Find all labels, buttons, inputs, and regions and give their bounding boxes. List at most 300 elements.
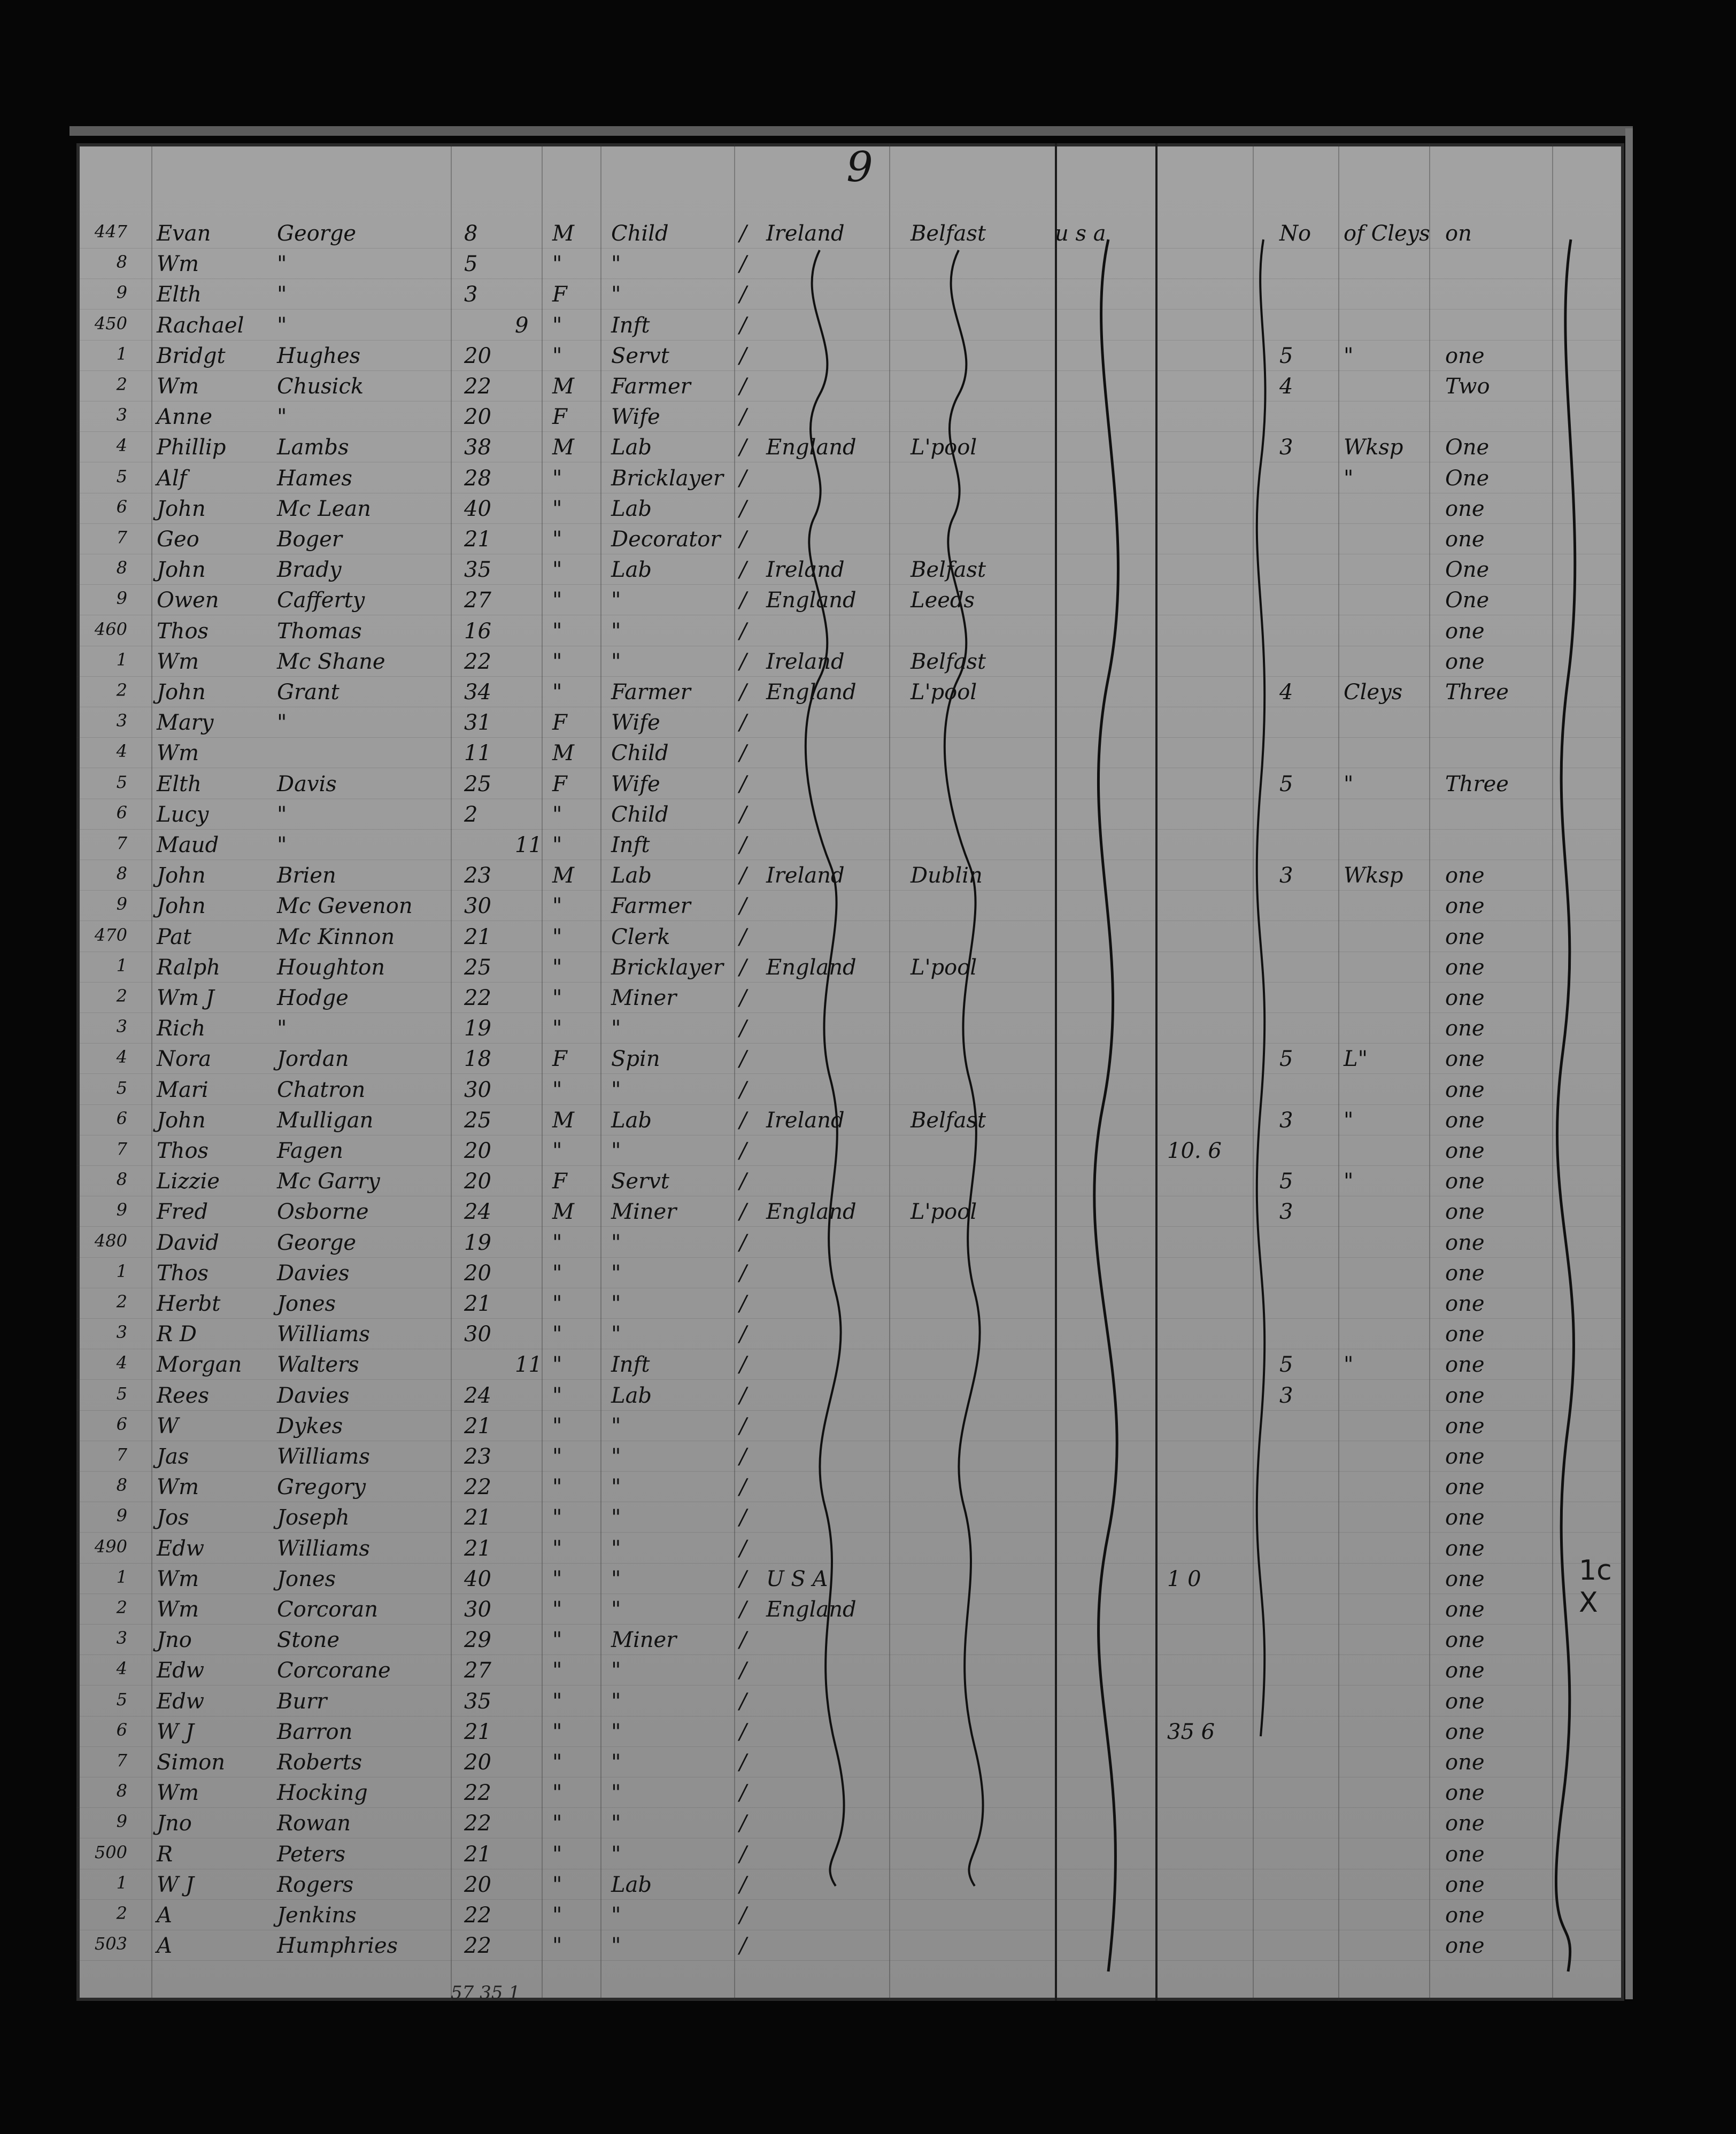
cell-chk: / — [739, 466, 747, 491]
cell-num: 1 — [116, 1872, 127, 1893]
cell-age: 22 — [464, 1811, 491, 1836]
cell-loc: one — [1445, 1903, 1485, 1928]
cell-loc: Two — [1445, 374, 1490, 399]
cell-sex: " — [552, 1811, 562, 1836]
cell-num: 9 — [116, 1811, 127, 1832]
cell-occ: Bricklayer — [611, 466, 723, 491]
cell-chk: / — [739, 1505, 747, 1530]
cell-last: " — [277, 252, 287, 277]
cell-num: 5 — [116, 1689, 127, 1710]
cell-age: 3 — [464, 282, 478, 307]
cell-age: 20 — [464, 1750, 491, 1775]
cell-port: L'pool — [911, 680, 977, 705]
cell-class: 3 — [1279, 1200, 1293, 1225]
cell-acc: Wksp — [1344, 435, 1403, 460]
cell-sex: " — [552, 1383, 562, 1408]
cell-loc: one — [1445, 1811, 1485, 1836]
cell-sex: " — [552, 1261, 562, 1286]
cell-loc: Three — [1445, 680, 1509, 705]
cell-age: 2 — [464, 802, 478, 827]
cell-loc: one — [1445, 1689, 1485, 1714]
cell-chk: / — [739, 1292, 747, 1316]
cell-sex: " — [552, 588, 562, 613]
cell-acc: " — [1344, 1352, 1354, 1378]
cell-loc: one — [1445, 496, 1485, 521]
cell-sex: " — [552, 1505, 562, 1530]
cell-sex: " — [552, 680, 562, 705]
cell-num: 9 — [116, 588, 127, 609]
cell-chk: / — [739, 771, 747, 797]
cell-num: 9 — [116, 282, 127, 303]
cell-country: England — [766, 1200, 857, 1225]
cell-chk: / — [739, 1719, 747, 1744]
cell-chk: / — [739, 496, 747, 521]
cell-sex: " — [552, 894, 562, 919]
cell-occ: Lab — [611, 496, 652, 521]
cell-age: 22 — [464, 1475, 491, 1500]
cell-chk: / — [739, 618, 747, 644]
cell-age: 25 — [464, 1108, 491, 1133]
cell-first: Owen — [157, 588, 219, 613]
cell-occ: " — [611, 1658, 621, 1683]
cell-sex: " — [552, 1566, 562, 1591]
cell-chk: / — [739, 1811, 747, 1836]
cell-last: Houghton — [277, 955, 385, 980]
ditto-wave-dest — [1094, 239, 1118, 1971]
cell-chk: / — [739, 1322, 747, 1347]
cell-age: 22 — [464, 649, 491, 674]
cell-chk: / — [739, 802, 747, 827]
cell-first: Fred — [157, 1200, 209, 1225]
cell-loc: one — [1445, 1628, 1485, 1653]
cell-first: Simon — [157, 1750, 225, 1775]
cell-sex: F — [552, 710, 567, 736]
cell-occ: " — [611, 1750, 621, 1775]
cell-sex: " — [552, 1750, 562, 1775]
cell-loc: one — [1445, 1505, 1485, 1530]
cell-infant: 11 — [515, 1352, 542, 1378]
cell-chk: / — [739, 1781, 747, 1806]
cell-num: 7 — [116, 833, 127, 853]
cell-occ: Inft — [611, 1352, 650, 1378]
cell-first: Edw — [157, 1658, 205, 1683]
cell-chk: / — [739, 1689, 747, 1714]
cell-num: 7 — [116, 1139, 127, 1159]
cell-chk: / — [739, 252, 747, 277]
cell-num: 500 — [94, 1842, 127, 1862]
cell-sex: F — [552, 771, 567, 797]
cell-age: 11 — [464, 741, 491, 766]
cell-age: 25 — [464, 955, 491, 980]
bottom-tallies: 57 35 1 — [451, 1982, 520, 2004]
cell-age: 40 — [464, 1566, 491, 1591]
cell-sex: " — [552, 252, 562, 277]
cell-last: Davies — [277, 1261, 350, 1286]
cell-first: Wm — [157, 1597, 199, 1622]
cell-last: Roberts — [277, 1750, 362, 1775]
cell-chk: / — [739, 1077, 747, 1102]
cell-num: 4 — [116, 435, 127, 456]
cell-age: 38 — [464, 435, 491, 460]
page-number: 9 — [846, 143, 873, 191]
cell-num: 2 — [116, 1292, 127, 1312]
cell-first: David — [157, 1230, 219, 1255]
cell-chk: / — [739, 1903, 747, 1928]
cell-num: 6 — [116, 1108, 127, 1128]
cell-num: 8 — [116, 558, 127, 578]
cell-last: Davis — [277, 771, 337, 797]
cell-first: Wm — [157, 649, 199, 674]
cell-first: Geo — [157, 527, 199, 552]
cell-age: 19 — [464, 1230, 491, 1255]
cell-loc: one — [1445, 343, 1485, 368]
cell-first: Bridgt — [157, 343, 226, 368]
cell-age: 21 — [464, 1292, 491, 1316]
cell-chk: / — [739, 313, 747, 338]
cell-chk: / — [739, 1536, 747, 1561]
cell-chk: / — [739, 986, 747, 1010]
cell-num: 8 — [116, 863, 127, 884]
cell-chk: / — [739, 405, 747, 430]
cell-occ: " — [611, 1719, 621, 1744]
cell-first: Thos — [157, 1261, 209, 1286]
cell-occ: Inft — [611, 833, 650, 857]
cell-last: Hames — [277, 466, 352, 491]
cell-chk: / — [739, 1200, 747, 1225]
cell-last: Grant — [277, 680, 340, 705]
cell-occ: Farmer — [611, 894, 691, 919]
cell-num: 1 — [116, 649, 127, 670]
cell-last: Williams — [277, 1536, 370, 1561]
cell-age: 27 — [464, 1658, 491, 1683]
cell-first: R D — [157, 1322, 197, 1347]
cell-last: Hocking — [277, 1781, 368, 1806]
cell-loc: one — [1445, 1536, 1485, 1561]
cell-sex: F — [552, 405, 567, 430]
cell-first: Mary — [157, 710, 214, 736]
cell-occ: " — [611, 1505, 621, 1530]
cell-last: Rowan — [277, 1811, 351, 1836]
cell-age: 40 — [464, 496, 491, 521]
cell-occ: " — [611, 1261, 621, 1286]
cell-occ: Servt — [611, 1169, 669, 1194]
cell-sex: " — [552, 1413, 562, 1439]
cell-last: " — [277, 405, 287, 430]
cell-age: 23 — [464, 863, 491, 888]
cell-acc: " — [1344, 1108, 1354, 1133]
cell-last: George — [277, 221, 357, 246]
cell-occ: " — [611, 1536, 621, 1561]
cell-num: 2 — [116, 1903, 127, 1923]
cell-chk: / — [739, 1597, 747, 1622]
cell-num: 9 — [116, 1200, 127, 1220]
cell-class: 5 — [1279, 1169, 1293, 1194]
cell-loc: one — [1445, 1750, 1485, 1775]
cell-port: Belfast — [911, 558, 986, 583]
cell-occ: Lab — [611, 558, 652, 583]
cell-first: A — [157, 1903, 172, 1928]
cell-loc: one — [1445, 1444, 1485, 1469]
cell-num: 460 — [94, 618, 127, 639]
cell-loc: one — [1445, 1200, 1485, 1225]
cell-occ: Lab — [611, 1108, 652, 1133]
cell-sex: M — [552, 374, 574, 399]
cell-last: Corcorane — [277, 1658, 391, 1683]
page-edge-top — [70, 126, 1633, 136]
cell-acc: Wksp — [1344, 863, 1403, 888]
cell-sex: M — [552, 863, 574, 888]
cell-sex: " — [552, 558, 562, 583]
cell-last: Mulligan — [277, 1108, 374, 1133]
cell-age: 31 — [464, 710, 491, 736]
cell-occ: " — [611, 1016, 621, 1041]
cell-occ: " — [611, 1444, 621, 1469]
cell-occ: Miner — [611, 1628, 677, 1653]
cell-loc: one — [1445, 649, 1485, 674]
cell-last: Williams — [277, 1444, 370, 1469]
cell-acc: Cleys — [1344, 680, 1403, 705]
cell-age: 30 — [464, 1322, 491, 1347]
cell-age: 22 — [464, 374, 491, 399]
cell-first: John — [157, 680, 206, 705]
cell-first: Phillip — [157, 435, 226, 460]
cell-sex: " — [552, 1781, 562, 1806]
cell-chk: / — [739, 1169, 747, 1194]
cell-last: Mc Shane — [277, 649, 385, 674]
cell-last: Corcoran — [277, 1597, 379, 1622]
cell-country: England — [766, 435, 857, 460]
cell-class: 3 — [1279, 863, 1293, 888]
cell-class: 4 — [1279, 374, 1293, 399]
cell-sex: " — [552, 1658, 562, 1683]
cell-first: W — [157, 1413, 179, 1439]
cell-loc: one — [1445, 986, 1485, 1010]
cell-class: 5 — [1279, 343, 1293, 368]
cell-last: Jones — [277, 1566, 336, 1591]
cell-occ: " — [611, 1689, 621, 1714]
cell-chk: / — [739, 1566, 747, 1591]
cell-age: 20 — [464, 343, 491, 368]
cell-last: Rogers — [277, 1872, 354, 1897]
cell-sex: " — [552, 1444, 562, 1469]
cell-age: 8 — [464, 221, 478, 246]
cell-num: 7 — [116, 1444, 127, 1465]
cell-sex: " — [552, 1689, 562, 1714]
cell-age: 29 — [464, 1628, 491, 1653]
cell-age: 22 — [464, 1903, 491, 1928]
cell-occ: Spin — [611, 1047, 660, 1072]
cell-last: Dykes — [277, 1413, 343, 1439]
cell-age: 22 — [464, 1934, 491, 1959]
cell-age: 21 — [464, 527, 491, 552]
cell-sex: " — [552, 955, 562, 980]
cell-sex: " — [552, 1597, 562, 1622]
ditto-wave-class — [1257, 239, 1266, 1736]
cell-loc: one — [1445, 1872, 1485, 1897]
cell-chk: / — [739, 1016, 747, 1041]
cell-loc: One — [1445, 558, 1490, 583]
cell-country: England — [766, 1597, 857, 1622]
cell-loc: one — [1445, 1934, 1485, 1959]
cell-last: George — [277, 1230, 357, 1255]
cell-last: Walters — [277, 1352, 359, 1378]
cell-age: 21 — [464, 924, 491, 949]
cell-occ: Wife — [611, 405, 660, 430]
cell-chk: / — [739, 1108, 747, 1133]
cell-country: Ireland — [766, 649, 845, 674]
cell-chk: / — [739, 680, 747, 705]
cell-occ: " — [611, 649, 621, 674]
cell-chk: / — [739, 1750, 747, 1775]
cell-loc: One — [1445, 588, 1490, 613]
cell-occ: Inft — [611, 313, 650, 338]
cell-loc: one — [1445, 1139, 1485, 1163]
cell-chk: / — [739, 1444, 747, 1469]
cell-first: Ralph — [157, 955, 221, 980]
cell-num: 7 — [116, 1750, 127, 1770]
cell-first: Wm — [157, 374, 199, 399]
cell-num: 3 — [116, 405, 127, 426]
cell-chk: / — [739, 710, 747, 736]
cell-sex: " — [552, 1292, 562, 1316]
cell-class: 3 — [1279, 1108, 1293, 1133]
cell-age: 20 — [464, 1169, 491, 1194]
cell-last: Jordan — [277, 1047, 349, 1072]
cell-last: " — [277, 710, 287, 736]
cell-occ: " — [611, 1413, 621, 1439]
cell-age: 25 — [464, 771, 491, 797]
cell-first: R — [157, 1842, 173, 1867]
cell-port: Belfast — [911, 221, 986, 246]
cell-port: L'pool — [911, 955, 977, 980]
cell-occ: Bricklayer — [611, 955, 723, 980]
cell-last: Williams — [277, 1322, 370, 1347]
cell-num: 3 — [116, 1016, 127, 1037]
cell-sex: " — [552, 343, 562, 368]
cell-loc: one — [1445, 894, 1485, 919]
cell-last: Brady — [277, 558, 342, 583]
cell-chk: / — [739, 1383, 747, 1408]
cell-age: 21 — [464, 1413, 491, 1439]
cell-first: Nora — [157, 1047, 212, 1072]
cell-num: 2 — [116, 680, 127, 700]
cell-sex: " — [552, 1230, 562, 1255]
cell-chk: / — [739, 863, 747, 888]
cell-acc: " — [1344, 466, 1354, 491]
cell-country: Ireland — [766, 1108, 845, 1133]
cell-chk: / — [739, 1658, 747, 1683]
cell-occ: " — [611, 1230, 621, 1255]
cell-occ: Decorator — [611, 527, 721, 552]
cell-sex: " — [552, 1536, 562, 1561]
cell-last: Mc Garry — [277, 1169, 380, 1194]
cell-chk: / — [739, 1934, 747, 1959]
cell-age: 20 — [464, 1261, 491, 1286]
cell-port: Belfast — [911, 649, 986, 674]
cell-num: 450 — [94, 313, 127, 334]
cell-occ: " — [611, 588, 621, 613]
cell-occ: Farmer — [611, 680, 691, 705]
cell-port: Leeds — [911, 588, 975, 613]
cell-first: John — [157, 863, 206, 888]
cell-occ: Wife — [611, 710, 660, 736]
cell-sex: " — [552, 618, 562, 644]
cell-age: 27 — [464, 588, 491, 613]
cell-class: 5 — [1279, 771, 1293, 797]
cell-port: L'pool — [911, 435, 977, 460]
cell-acc: of Cleys — [1344, 221, 1430, 246]
cell-last: Fagen — [277, 1139, 343, 1163]
cell-sex: " — [552, 496, 562, 521]
cell-first: Maud — [157, 833, 219, 857]
cell-sex: " — [552, 1842, 562, 1867]
cell-loc: one — [1445, 1566, 1485, 1591]
cell-age: 5 — [464, 252, 478, 277]
cell-num: 8 — [116, 252, 127, 273]
cell-chk: / — [739, 1628, 747, 1653]
cell-last: Mc Kinnon — [277, 924, 395, 949]
cell-last: Barron — [277, 1719, 353, 1744]
cell-chk: / — [739, 374, 747, 399]
cell-num: 3 — [116, 710, 127, 731]
cell-port: L'pool — [911, 1200, 977, 1225]
cell-num: 1 — [116, 955, 127, 976]
cell-chk: / — [739, 527, 747, 552]
cell-last: Mc Gevenon — [277, 894, 413, 919]
cell-chk: / — [739, 343, 747, 368]
cell-class: 5 — [1279, 1047, 1293, 1072]
cell-loc: one — [1445, 1047, 1485, 1072]
cell-chk: / — [739, 1352, 747, 1378]
cell-loc: one — [1445, 863, 1485, 888]
cell-loc: on — [1445, 221, 1472, 246]
cell-chk: / — [739, 1475, 747, 1500]
margin-mark: 1c X — [1579, 1555, 1612, 1619]
cell-chk: / — [739, 558, 747, 583]
cell-last: Cafferty — [277, 588, 365, 613]
cell-occ: Wife — [611, 771, 660, 797]
cell-loc: one — [1445, 955, 1485, 980]
cell-num: 470 — [94, 924, 127, 945]
cell-sex: " — [552, 1628, 562, 1653]
cell-class: 4 — [1279, 680, 1293, 705]
cell-last: Mc Lean — [277, 496, 371, 521]
cell-loc: one — [1445, 1352, 1485, 1378]
cell-first: A — [157, 1934, 172, 1959]
cell-class: 5 — [1279, 1352, 1293, 1378]
cell-age: 28 — [464, 466, 491, 491]
cell-sex: " — [552, 1475, 562, 1500]
ditto-lines — [76, 143, 1624, 2001]
cell-occ: Servt — [611, 343, 669, 368]
cell-acc: L" — [1344, 1047, 1368, 1072]
cell-occ: Miner — [611, 986, 677, 1010]
cell-chk: / — [739, 1872, 747, 1897]
cell-last: Davies — [277, 1383, 350, 1408]
cell-num: 7 — [116, 527, 127, 547]
cell-age: 23 — [464, 1444, 491, 1469]
cell-last: Hughes — [277, 343, 361, 368]
cell-num: 9 — [116, 894, 127, 915]
cell-age: 20 — [464, 1139, 491, 1163]
cell-occ: " — [611, 1475, 621, 1500]
cell-num: 5 — [116, 1383, 127, 1404]
cell-num: 4 — [116, 741, 127, 762]
cell-loc: one — [1445, 1077, 1485, 1102]
cell-first: Elth — [157, 771, 202, 797]
cell-age: 19 — [464, 1016, 491, 1041]
cell-loc: one — [1445, 1230, 1485, 1255]
